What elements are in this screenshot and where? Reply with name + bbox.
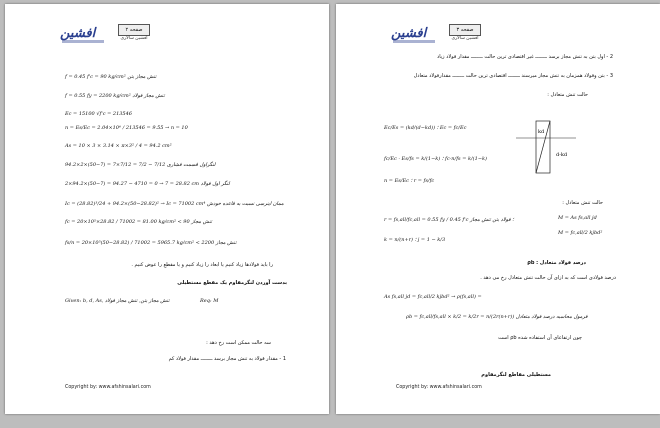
text-line: 2 - اول بتن به تنش مجاز برسد ــــــــ غیر اقتصادی ترین حالت ــــــــ مقدار فولاد زیاد	[437, 54, 613, 60]
text-line: As fs,all jd = fc,all/2 kjbd² → ρ(fs,all) =	[384, 294, 482, 300]
strain-diagram	[516, 116, 588, 178]
page-footer: Copyright by: www.afshinsalari.com	[396, 385, 482, 390]
text-line: Ec = 15100 √f'c = 213546	[65, 111, 132, 117]
section-heading: بدست آوردن لنگرمقاوم یک مقطع مستطیلی	[177, 280, 287, 286]
text-line: M = fc,all/2 kjbd²	[558, 230, 603, 236]
text-line: f = 0.45 f'c = 90 kg/cm² تنش مجاز بتن	[65, 74, 157, 80]
left-page	[5, 4, 329, 414]
author-name: افشین سالاری	[451, 36, 479, 41]
text-line: را باید فولادها زیاد کنیم یا ابعاد را زیاد کنیم و یا مقطع را عوض کنیم .	[131, 262, 273, 268]
text-line: چون ارتفاعای آن استفاده شده ρb است	[498, 335, 582, 341]
text-line: fc = 20×10⁵×28.82 / 71002 = 81.00 kg/cm² < 90 تنش مجاز	[65, 219, 212, 225]
site-logo: افشین	[391, 26, 435, 48]
text-line: As = 10 × 3 × 3.14 × π×3² / 4 = 94.2 cm²	[65, 143, 172, 149]
diagram-label-top: kd	[538, 129, 545, 135]
page-number-badge: صفحه ۳	[449, 24, 481, 36]
text-line: 1 - مقدار فولاد به تنش مجاز برسد ــــــــ مقدار فولاد کم	[168, 356, 286, 362]
text-line: r = fs,all/fc,all = 0.55 fy / 0.45 f'c ؛ فولاد بتن تنش مجاز	[384, 217, 514, 223]
page-footer: Copyright by: www.afshinsalari.com	[65, 385, 151, 390]
section-heading: مستطیلی مقاطع لنگرمقاوم	[481, 372, 551, 378]
text-line: سه حالت ممکن است رخ دهد :	[206, 340, 271, 346]
text-line: ρb = fc,all/fs,all × k/2 = k/2r = n/(2r(n+r)) فرمول محاسبه درصد فولاد متعادل	[406, 314, 588, 320]
text-line: fs/n = 20×10⁵(50−28.82) / 71002 = 5965.7 kg/cm² < 2200 تنش مجاز	[65, 240, 237, 246]
text-line: Given: b, d, As, تنش مجاز بتن, تنش مجاز فولاد	[65, 298, 170, 304]
text-line: حالت تنش متعادل :	[547, 92, 588, 98]
text-line: درصد فولادی است که به ازای آن حالت تنش متعادل رخ می دهد .	[480, 275, 616, 281]
text-line: حالت تنش متعادل :	[562, 200, 603, 206]
text-line: Ec/Es = (kd/(d−kd)) ؛ Ec = fc/Ec	[384, 125, 467, 131]
author-name: افشین سالاری	[120, 36, 148, 41]
text-line: n = Es/Ec ؛ r = fs/fc	[384, 178, 435, 184]
text-line: M = As fs,all jd	[558, 215, 597, 221]
text-line: 2×94.2×(50−7) = 94.27 − 4710 = 0 → 7 = 28.82 cm لنگر اول فولاد	[65, 181, 230, 187]
text-line: f = 0.55 fy = 2200 kg/cm² تنش مجاز فولاد	[65, 93, 165, 99]
section-heading: درصد فولاد متعادل : ρb	[527, 260, 586, 266]
text-line: 3 - بتن وفولاد همزمان به تنش مجاز میرسند ــــــــ اقتصادی ترین حالت ــــــــ مقدارفولاد متعادل	[413, 73, 613, 79]
text-line: Ic = (28.82)³/24 + 94.2×(50−28.82)² → Ic = 71002 cm⁴ ممان اینرسی نسبت به قاعده خودش	[65, 201, 284, 207]
text-line: 94.2×2×(50−7) = 7×7/12 = 7/2 − 7/12 لنگراول قسمت فشاری	[65, 162, 216, 168]
text-line: n = Es/Ec = 2.04×10⁶ / 213546 = 9.55 → n = 10	[65, 125, 188, 131]
diagram-label-bottom: d-kd	[556, 152, 568, 158]
site-logo: افشین	[60, 26, 104, 48]
text-line: fc/Ec · Es/fs = k/(1−k) ؛ fc·n/fs = k/(1−k)	[384, 156, 487, 162]
page-number-badge: صفحه ۲	[118, 24, 150, 36]
right-page	[336, 4, 660, 414]
text-line: k = n/(n+r) ؛ j = 1 − k/3	[384, 237, 446, 243]
text-line: Req: M	[200, 298, 219, 304]
